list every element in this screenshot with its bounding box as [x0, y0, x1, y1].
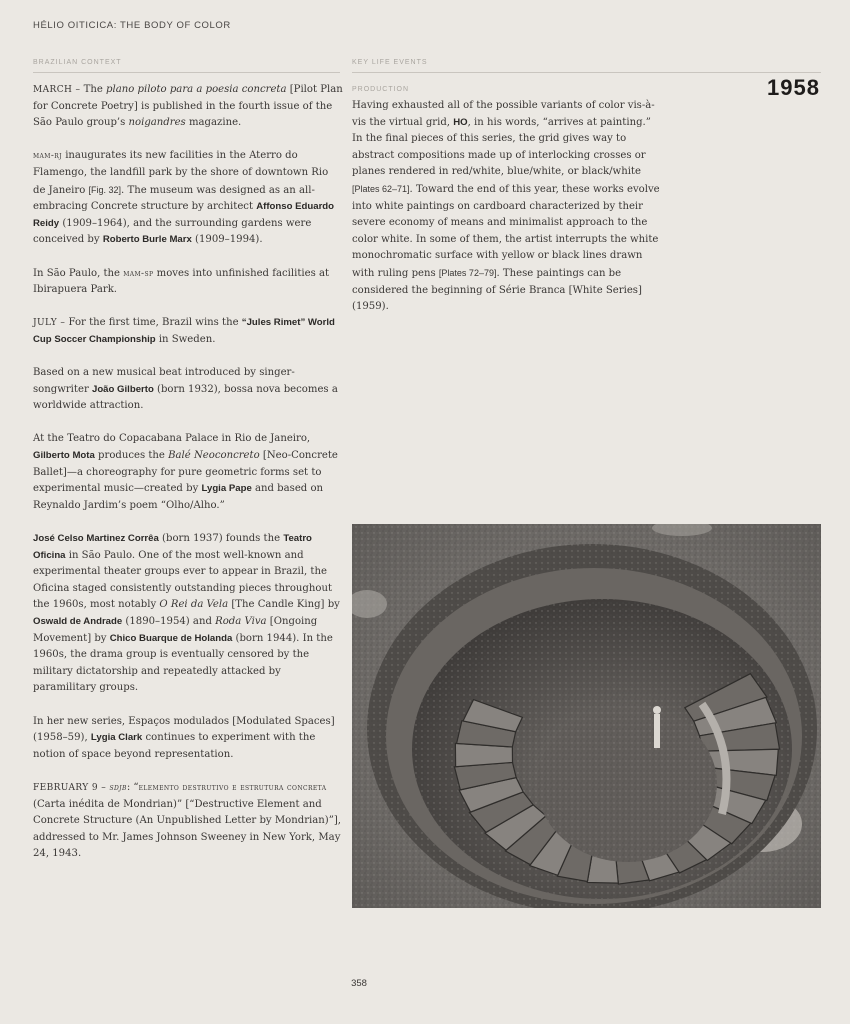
entry-mam-rj: mam-rj inaugurates its new facilities in the Aterro do Flamengo, the landfill park by the shore of downtown Rio de Janeiro [Fig. 32]. The museum was designed as an all-embracing Concrete structure by architect Affonso Eduardo Reidy (1909–1964), and the surrounding gardens were conceived by Roberto Burle Marx (1909–1994).: [33, 150, 335, 246]
entry-mam-sp: In São Paulo, the mam-sp moves into unfinished facilities at Ibirapuera Park.: [33, 267, 330, 296]
right-column-label: KEY LIFE EVENTS: [352, 59, 428, 66]
left-column-label: BRAZILIAN CONTEXT: [33, 59, 122, 66]
entry-bossa-nova: Based on a new musical beat introduced by singer-songwriter João Gilberto (born 1932), bossa nova becomes a worldwide attraction.: [33, 367, 338, 412]
entry-lygia-clark: In her new series, Espaços modulados [Modulated Spaces] (1958–59), Lygia Clark continues to experiment with the notion of space beyond representation.: [33, 715, 335, 760]
running-head: HÉLIO OITICICA: THE BODY OF COLOR: [33, 20, 231, 31]
page-number: 358: [351, 978, 367, 989]
production-label: PRODUCTION: [352, 86, 410, 93]
spiral-staircase-photo: [352, 524, 821, 908]
brazilian-context-column: [33, 82, 343, 880]
year-heading: 1958: [767, 75, 820, 100]
entry-february: FEBRUARY 9 – sdjb: “elemento destrutivo e estrutura concreta (Carta inédita de Mondrian)” [“Destructive Element and Concrete Structure (An Unpublished Letter by Mondrian)”], addressed to Mr. James Johnson Sweeney in New York, May 24, 1943.: [33, 781, 342, 860]
entry-teatro-oficina: José Celso Martinez Corrêa (born 1937) founds the Teatro Oficina in São Paulo. One of the most well-known and experimental theater groups ever to appear in Brazil, the Oficina staged consistently outstanding pieces throughout the 1960s, most notably O Rei da Vela [The Candle King] by Oswald de Andrade (1890–1954) and Roda Viva [Ongoing Movement] by Chico Buarque de Holanda (born 1944). In the 1960s, the drama group is eventually censored by the military dictatorship and repeatedly attacked by paramilitary groups.: [33, 533, 340, 694]
right-column-rule: [352, 72, 821, 73]
key-life-events-column: [352, 85, 662, 316]
production-paragraph: Having exhausted all of the possible variants of color vis-à-vis the virtual grid, HO, in his words, “arrives at painting.” In the final pieces of this series, the grid gives way to abstract compositions made up of interlocking crosses or planes rendered in red/white, blue/white, or black/white [Plates 62–71]. Toward the end of this year, these works evolve into white paintings on cardboard characterized by their severe economy of means and minimalist approach to the color white. In some of them, the artist interrupts the white monochromatic surface with yellow or black lines drawn with ruling pens [Plates 72–79]. These paintings can be considered the beginning of Série Branca [White Series] (1959).: [352, 100, 660, 313]
entry-july: JULY – For the first time, Brazil wins the “Jules Rimet” World Cup Soccer Championship in Sweden.: [33, 317, 335, 345]
entry-march: MARCH – The plano piloto para a poesia concreta [Pilot Plan for Concrete Poetry] is published in the fourth issue of the São Paulo group’s noigandres magazine.: [33, 84, 343, 129]
left-column-rule: [33, 72, 340, 73]
entry-neo-concrete-ballet: At the Teatro do Copacabana Palace in Rio de Janeiro, Gilberto Mota produces the Balé Neoconcreto [Neo-Concrete Ballet]—a choreography for pure geometric forms set to experimental music—created by Lygia Pape and based on Reynaldo Jardim’s poem “Olho/Alho.”: [33, 433, 338, 511]
